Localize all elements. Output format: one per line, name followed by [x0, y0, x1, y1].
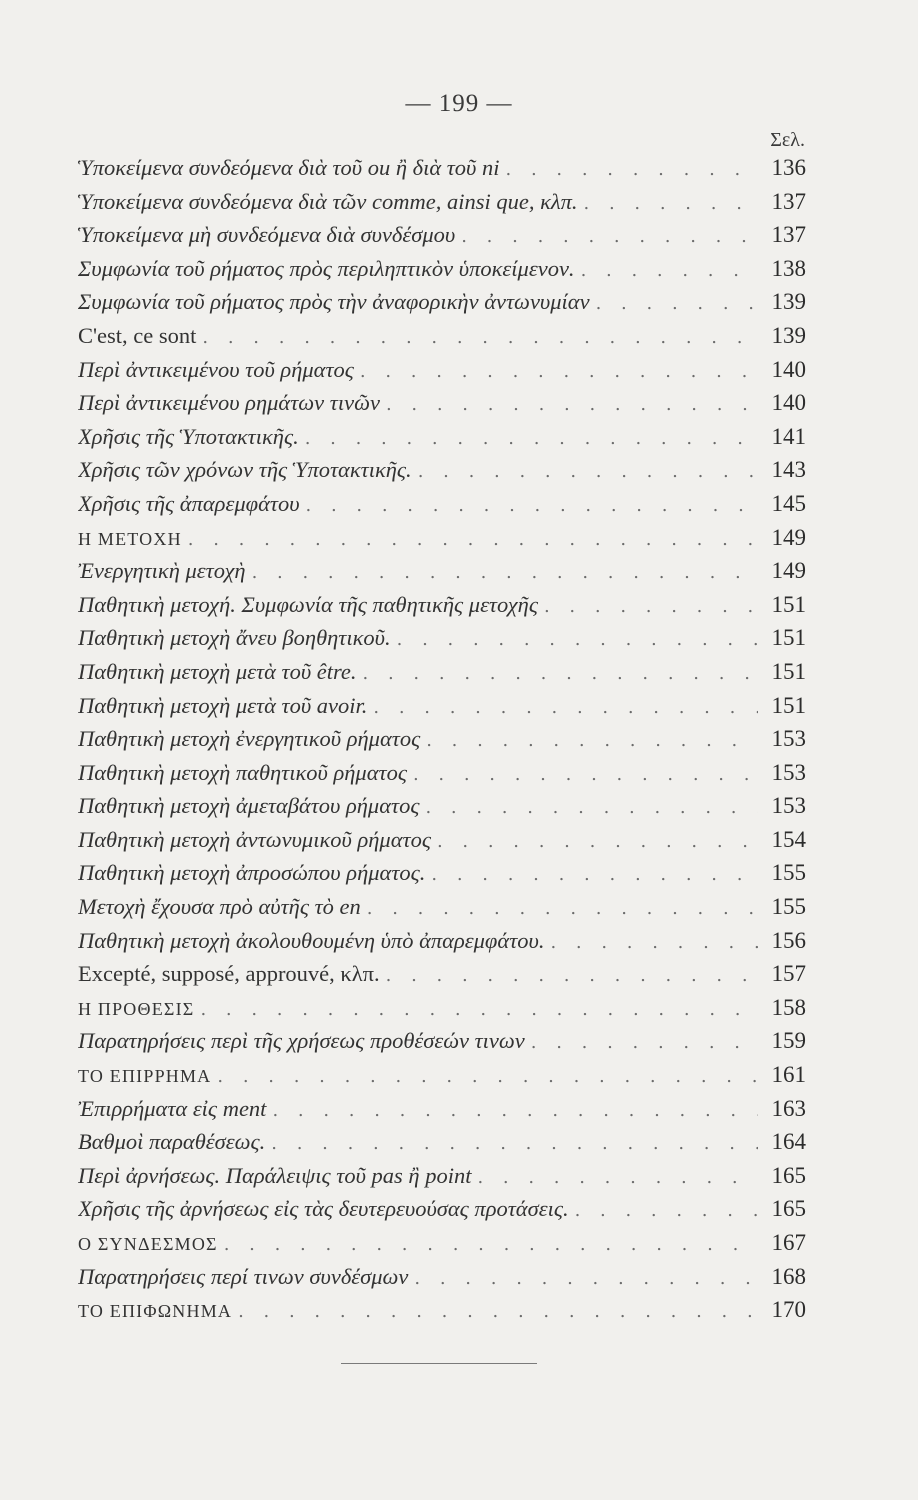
toc-entry [78, 1092, 806, 1126]
toc-entry-page: 149 [771, 558, 806, 584]
dot-leader [238, 1295, 758, 1327]
toc-entry-title: Excepté, supposé, approuvé, κλπ. [78, 961, 380, 987]
toc-entry-page: 153 [771, 793, 806, 819]
toc-entry-title: Ὑποκείμενα συνδεόμενα διὰ τοῦ ou ἢ διὰ τοῦ ni [78, 155, 500, 180]
toc-entry [78, 722, 806, 756]
toc-entry-page: 157 [771, 961, 806, 987]
toc-entry-page: 140 [771, 390, 806, 416]
toc-entry-page: 138 [771, 255, 806, 281]
toc-entry-title: Περὶ ἀντικειμένου ρημάτων τινῶν [78, 390, 380, 416]
toc-entry [78, 621, 806, 655]
toc-entry [78, 353, 806, 387]
dot-leader [397, 623, 758, 655]
toc-entry-page: 168 [771, 1263, 806, 1289]
toc-entry-title: ΤΟ ΕΠΙΡΡΗΜΑ [78, 1066, 212, 1087]
dot-leader [306, 489, 758, 521]
toc-entry [78, 151, 806, 185]
toc-entry [78, 856, 806, 890]
toc-entry-title: Συμφωνία τοῦ ρήματος πρὸς περιληπτικὸν ὑποκείμενον. [78, 255, 575, 281]
toc-entry-title: Ο ΣΥΝΔΕΣΜΟΣ [78, 1234, 218, 1254]
toc-section-heading [78, 1226, 806, 1260]
toc-entry [78, 218, 806, 252]
toc-entry-title: Παθητικὴ μετοχὴ ἐνεργητικοῦ ρήματος [78, 726, 421, 752]
page-number: — 199 — [405, 90, 513, 117]
toc-entry-page: 153 [771, 726, 806, 752]
toc-entry-page: 136 [771, 155, 806, 180]
toc-entry-page: 165 [771, 1162, 806, 1188]
toc-entry-title: Παθητικὴ μετοχὴ ἄνευ βοηθητικοῦ. [78, 625, 391, 651]
toc-entry [78, 1159, 806, 1193]
toc-entry-title: Παθητικὴ μετοχὴ μετὰ τοῦ avoir. [78, 692, 368, 718]
toc-entry [78, 252, 806, 286]
dot-leader [202, 321, 758, 353]
toc-entry-title: Παθητικὴ μετοχὴ ἀμεταβάτου ρήματος [78, 793, 420, 819]
dot-leader [596, 287, 758, 319]
toc-entry [78, 957, 806, 991]
toc-entry-page: 137 [771, 222, 806, 248]
page-column-header: Σελ. [770, 129, 805, 151]
toc-entry-title: Χρῆσις τῆς ἀρνήσεως εἰς τὰς δευτερευούσας προτάσεις. [78, 1196, 569, 1222]
toc-entry-title: Χρῆσις τῆς Ὑποτακτικῆς. [78, 423, 299, 449]
toc-entry-page: 140 [771, 356, 806, 382]
toc-entry-page: 149 [771, 524, 806, 550]
toc-section-heading [78, 1293, 806, 1327]
toc-entry [78, 756, 806, 790]
toc-entry-title: Παθητικὴ μετοχὴ μετὰ τοῦ être. [78, 658, 357, 684]
toc-entry-page: 143 [771, 457, 806, 483]
end-rule-divider [341, 1363, 537, 1364]
toc-entry-title: Συμφωνία τοῦ ρήματος πρὸς τὴν ἀναφορικὴν ἀντωνυμίαν [78, 289, 590, 315]
dot-leader [272, 1094, 758, 1126]
dot-leader [575, 1194, 758, 1226]
toc-entry [78, 554, 806, 588]
toc-section-heading [78, 991, 806, 1025]
toc-entry-title: Παρατηρήσεις περί τινων συνδέσμων [78, 1263, 409, 1289]
dot-leader [431, 858, 758, 890]
toc-entry [78, 453, 806, 487]
toc-entry-page: 164 [771, 1129, 806, 1155]
toc-entry [78, 924, 806, 958]
dot-leader [506, 153, 758, 185]
toc-entry-title: Χρῆσις τῶν χρόνων τῆς Ὑποτακτικῆς. [78, 457, 412, 483]
toc-entry-title: Παθητικὴ μετοχὴ παθητικοῦ ρήματος [78, 759, 407, 785]
toc-entry-page: 151 [771, 591, 806, 617]
toc-entry-title: ΤΟ ΕΠΙΦΩΝΗΜΑ [78, 1301, 233, 1322]
toc-entry-title: C'est, ce sont [78, 322, 197, 348]
dot-leader [200, 993, 758, 1025]
toc-entry [78, 1192, 806, 1226]
table-of-contents [78, 151, 806, 1327]
dot-leader [461, 220, 758, 252]
toc-entry-title: Περὶ ἀντικειμένου τοῦ ρήματος [78, 356, 354, 382]
toc-entry-page: 155 [771, 860, 806, 886]
toc-entry-page: 167 [771, 1230, 806, 1255]
toc-entry-title: Χρῆσις τῆς ἀπαρεμφάτου [78, 490, 300, 516]
toc-entry-title: Παρατηρήσεις περὶ τῆς χρήσεως προθέσεών τινων [78, 1028, 525, 1054]
toc-entry-page: 155 [771, 894, 806, 920]
dot-leader [188, 523, 758, 555]
dot-leader [425, 791, 758, 823]
dot-leader [367, 892, 758, 924]
dot-leader [224, 1228, 758, 1260]
dot-leader [360, 355, 758, 387]
toc-entry-title: Ἐνεργητικὴ μετοχὴ [78, 558, 246, 584]
toc-entry-title: Μετοχὴ ἔχουσα πρὸ αὐτῆς τὸ en [78, 894, 361, 920]
toc-entry-title: Παθητικὴ μετοχὴ ἀκολουθουμένη ὑπὸ ἀπαρεμφάτου. [78, 927, 545, 953]
toc-entry-page: 145 [771, 490, 806, 516]
dot-leader [426, 724, 758, 756]
toc-entry [78, 487, 806, 521]
toc-entry-title: Η ΜΕΤΟΧΗ [78, 528, 182, 549]
dot-leader [305, 422, 758, 454]
toc-entry-page: 163 [771, 1095, 806, 1121]
toc-entry-page: 159 [771, 1028, 806, 1054]
toc-entry-title: Η ΠΡΟΘΕΣΙΣ [78, 998, 195, 1019]
dot-leader [584, 187, 758, 219]
toc-entry [78, 1024, 806, 1058]
toc-entry-page: 141 [771, 423, 806, 449]
toc-entry-title: Ὑποκείμενα συνδεόμενα διὰ τῶν comme, ainsi que, κλπ. [78, 188, 578, 214]
dot-leader [477, 1161, 758, 1193]
dot-leader [363, 657, 758, 689]
toc-entry [78, 890, 806, 924]
toc-entry [78, 185, 806, 219]
toc-entry [78, 789, 806, 823]
toc-entry-page: 151 [771, 625, 806, 651]
toc-entry [78, 1125, 806, 1159]
dot-leader [413, 758, 758, 790]
dot-leader [217, 1060, 758, 1092]
toc-entry-title: Βαθμοὶ παραθέσεως. [78, 1129, 266, 1155]
toc-entry-page: 139 [771, 322, 806, 348]
dot-leader [544, 590, 758, 622]
toc-entry [78, 420, 806, 454]
toc-entry [78, 823, 806, 857]
toc-entry-page: 154 [771, 826, 806, 852]
toc-entry [78, 319, 806, 353]
toc-entry-title: Ἐπιρρήματα εἰς ment [78, 1095, 267, 1121]
toc-entry [78, 1260, 806, 1294]
dot-leader [386, 388, 758, 420]
dot-leader [550, 926, 758, 958]
toc-entry [78, 655, 806, 689]
dot-leader [418, 455, 758, 487]
dot-leader [386, 959, 758, 991]
toc-entry-page: 161 [771, 1062, 806, 1088]
toc-section-heading [78, 521, 806, 555]
toc-entry [78, 689, 806, 723]
toc-section-heading [78, 1058, 806, 1092]
toc-entry-page: 137 [771, 188, 806, 214]
toc-entry-page: 153 [771, 759, 806, 785]
toc-entry-page: 165 [771, 1196, 806, 1222]
toc-entry [78, 285, 806, 319]
toc-entry-title: Ὑποκείμενα μὴ συνδεόμενα διὰ συνδέσμου [78, 222, 456, 248]
dot-leader [531, 1026, 758, 1058]
toc-entry-page: 156 [771, 927, 806, 953]
toc-entry-page: 151 [771, 692, 806, 718]
toc-entry-title: Παθητικὴ μετοχὴ ἀντωνυμικοῦ ρήματος [78, 826, 431, 852]
dot-leader [437, 825, 758, 857]
toc-entry-title: Παθητικὴ μετοχή. Συμφωνία τῆς παθητικῆς μετοχῆς [78, 591, 538, 617]
toc-entry-page: 170 [771, 1297, 806, 1323]
toc-entry-page: 158 [771, 994, 806, 1020]
toc-entry-title: Παθητικὴ μετοχὴ ἀπροσώπου ρήματος. [78, 860, 426, 886]
toc-entry [78, 386, 806, 420]
toc-entry-page: 151 [771, 658, 806, 684]
dot-leader [373, 691, 758, 723]
dot-leader [252, 556, 758, 588]
toc-entry-title: Περὶ ἀρνήσεως. Παράλειψις τοῦ pas ἢ point [78, 1162, 472, 1188]
toc-entry-page: 139 [771, 289, 806, 315]
toc-entry [78, 588, 806, 622]
dot-leader [271, 1127, 758, 1159]
dot-leader [414, 1262, 758, 1294]
dot-leader [581, 254, 758, 286]
